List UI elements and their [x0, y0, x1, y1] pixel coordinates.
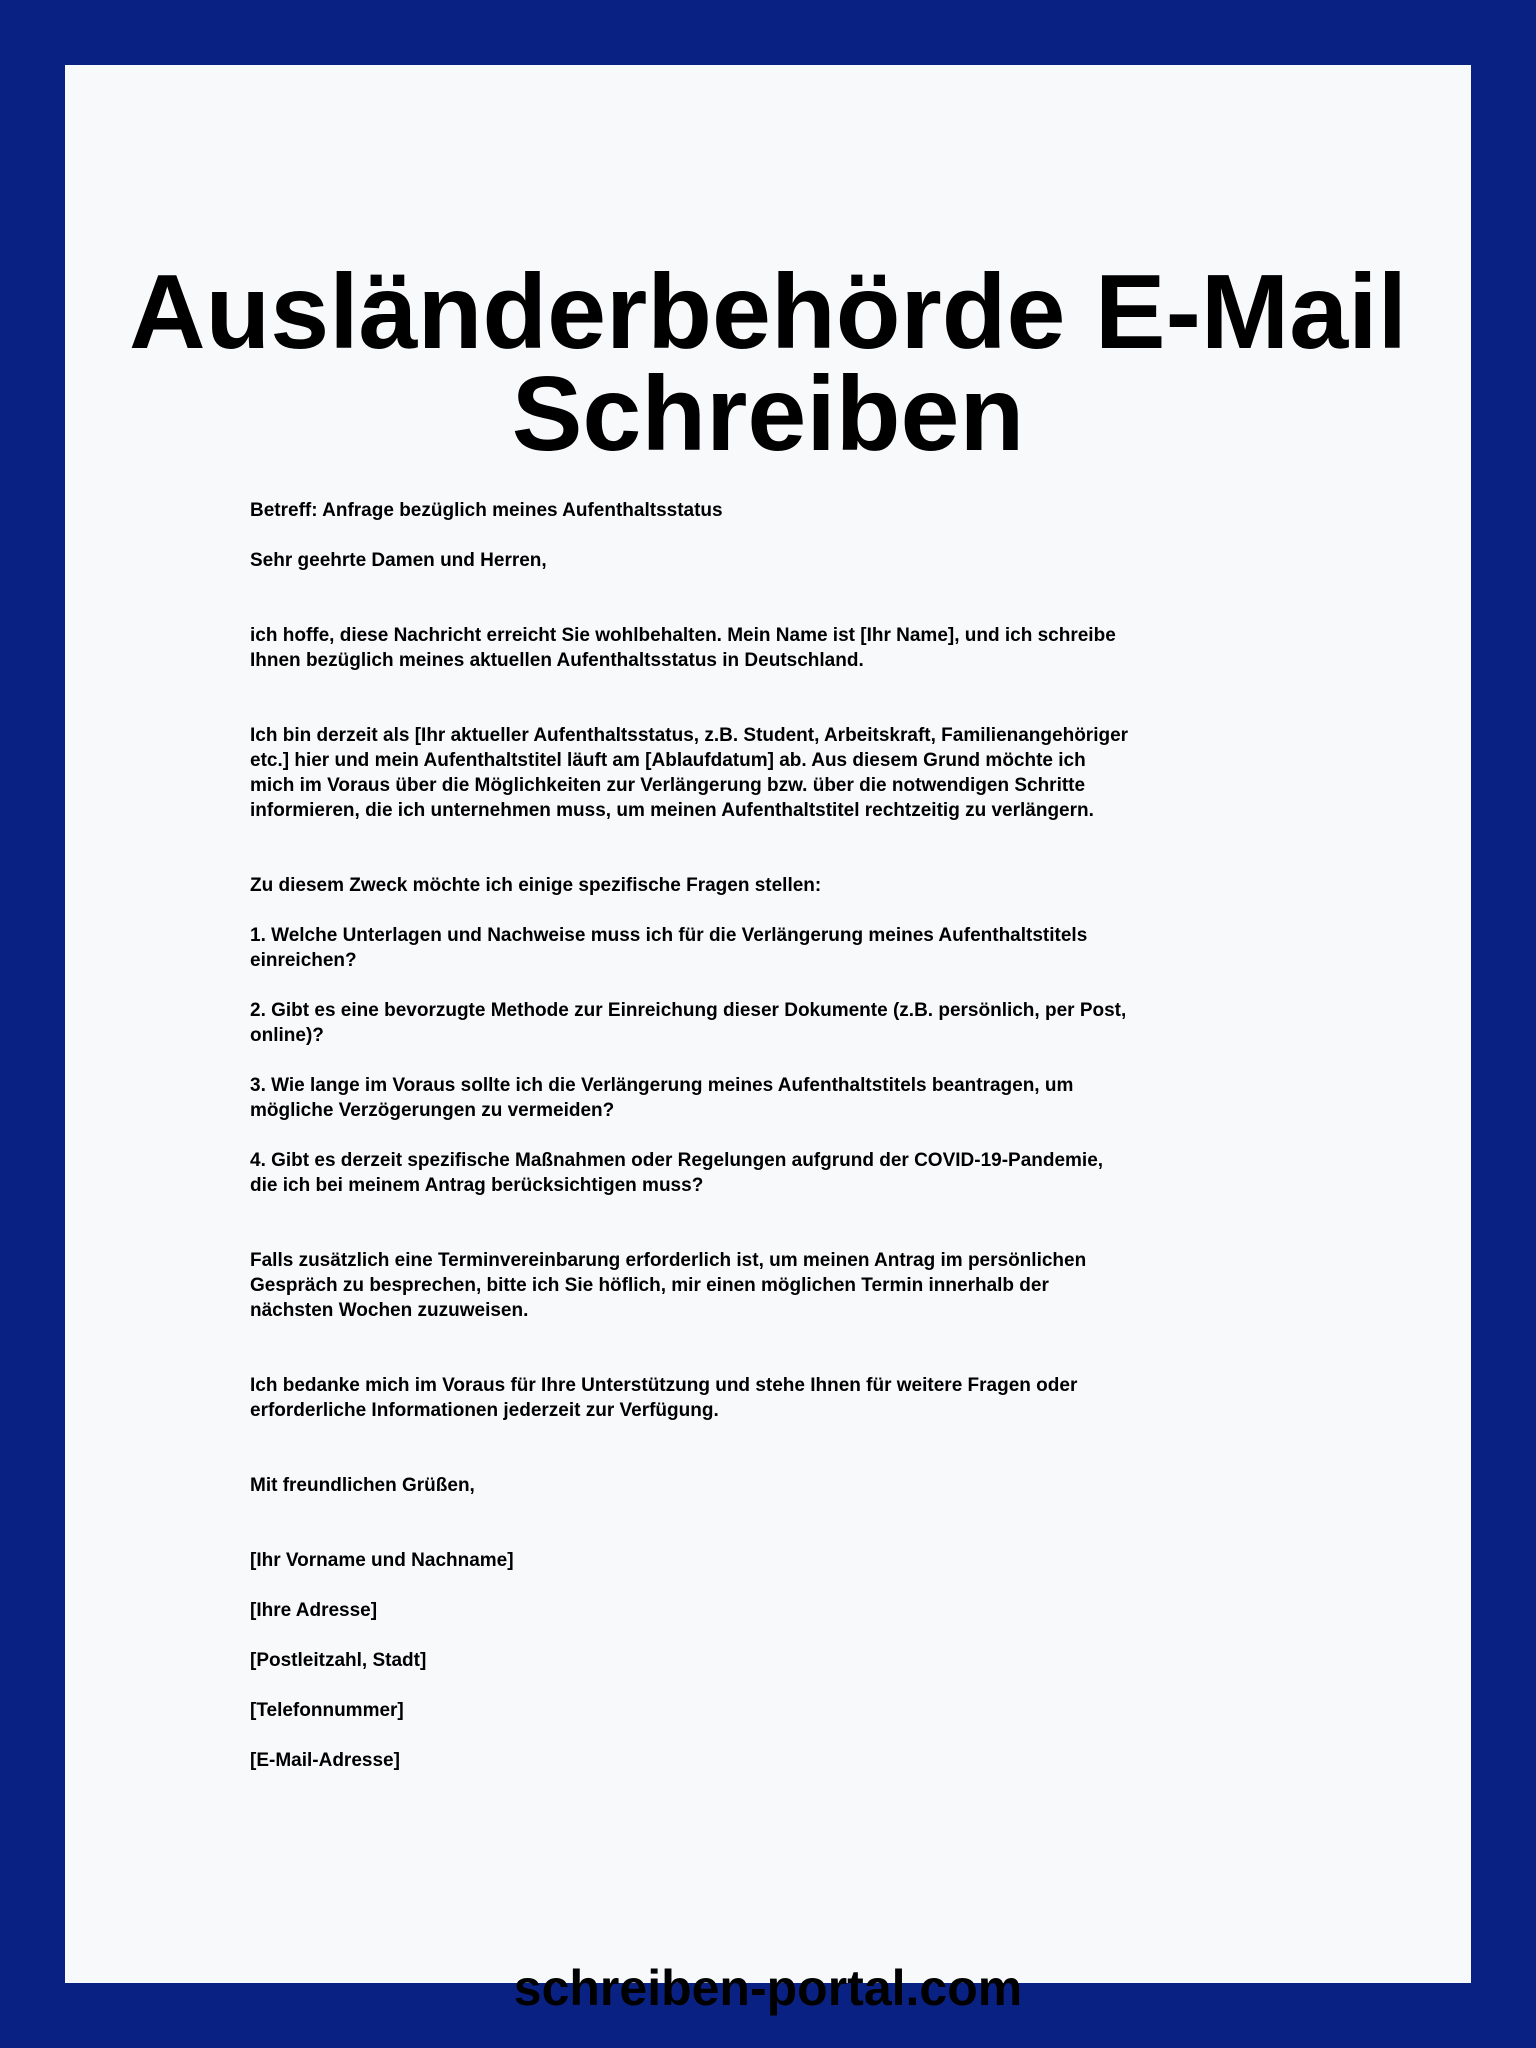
question-item: 3. Wie lange im Voraus sollte ich die Verlängerung meines Aufenthaltstitels beantragen, um mögliche Verzögerungen zu vermeiden? [250, 1075, 1074, 1121]
signature-email: [E-Mail-Adresse] [250, 1750, 400, 1771]
title-line-2: Schreiben [511, 355, 1025, 473]
title-line-1: Ausländerbehörde E-Mail [128, 253, 1408, 371]
letter-body [250, 498, 1130, 1773]
signature-address: [Ihre Adresse] [250, 1600, 378, 1621]
signature-name: [Ihr Vorname und Nachname] [250, 1550, 514, 1571]
letter-paragraph: ich hoffe, diese Nachricht erreicht Sie wohlbehalten. Mein Name ist [Ihr Name], und ich schreibe Ihnen bezüglich meines aktuellen Aufenthaltsstatus in Deutschland. [250, 625, 1116, 671]
question-item: 1. Welche Unterlagen und Nachweise muss ich für die Verlängerung meines Aufenthaltstitels einreichen? [250, 925, 1088, 971]
document-panel [65, 65, 1471, 2016]
letter-salutation: Sehr geehrte Damen und Herren, [250, 550, 547, 571]
question-item: 4. Gibt es derzeit spezifische Maßnahmen oder Regelungen aufgrund der COVID-19-Pandemie, die ich bei meinem Antrag berücksichtigen muss? [250, 1150, 1104, 1196]
letter-closing: Mit freundlichen Grüßen, [250, 1475, 475, 1496]
question-item: 2. Gibt es eine bevorzugte Methode zur Einreichung dieser Dokumente (z.B. persönlich, per Post, online)? [250, 1000, 1127, 1046]
appointment-paragraph: Falls zusätzlich eine Terminvereinbarung erforderlich ist, um meinen Antrag im persönlichen Gespräch zu besprechen, bitte ich Sie höflich, mir einen möglichen Termin innerhalb der nächsten Wochen zuzuweisen. [250, 1250, 1087, 1321]
thanks-paragraph: Ich bedanke mich im Voraus für Ihre Unterstützung und stehe Ihnen für weitere Fragen oder erforderliche Informationen jederzeit zur Verfügung. [250, 1375, 1078, 1421]
questions-intro: Zu diesem Zweck möchte ich einige spezifische Fragen stellen: [250, 875, 822, 896]
signature-city: [Postleitzahl, Stadt] [250, 1650, 427, 1671]
letter-paragraph: Ich bin derzeit als [Ihr aktueller Aufenthaltsstatus, z.B. Student, Arbeitskraft, Familienangehöriger etc.] hier und mein Aufenthaltstitel läuft am [Ablaufdatum] ab. Aus diesem Grund möchte ich mich im Voraus über die Möglichkeiten zur Verlängerung bzw. über die notwendigen Schritte informieren, die ich unternehmen muss, um meinen Aufenthaltstitel rechtzeitig zu verlängern. [250, 725, 1129, 821]
footer-site-name: schreiben-portal.com [513, 1960, 1023, 2016]
signature-phone: [Telefonnummer] [250, 1700, 404, 1721]
letter-subject: Betreff: Anfrage bezüglich meines Aufenthaltsstatus [250, 500, 723, 521]
page-title [65, 253, 1471, 473]
